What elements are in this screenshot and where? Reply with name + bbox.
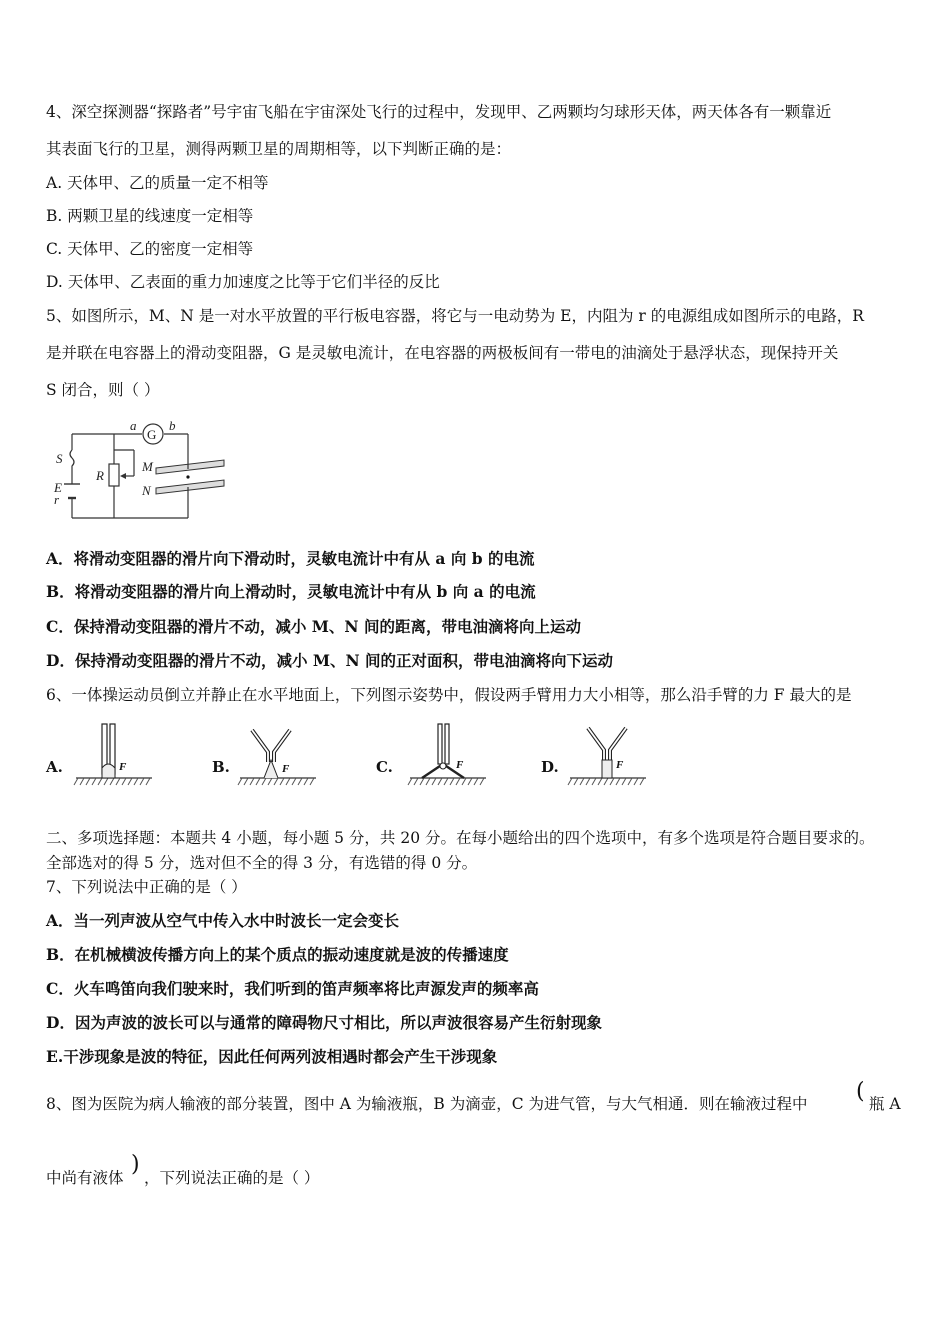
- q6-figure-b: [238, 722, 318, 788]
- q6-figure-d: [568, 722, 648, 788]
- q8-paren-close: ): [131, 1152, 140, 1177]
- label-r-resistor: R: [96, 468, 104, 483]
- q5-stem-line2: 是并联在电容器上的滑动变阻器，G 是灵敏电流计，在电容器的两极板间有一带电的油滴处于悬浮状态，现保持开关: [46, 344, 839, 362]
- q4-stem-line1: 4、深空探测器“探路者”号宇宙飞船在宇宙深处飞行的过程中，发现甲、乙两颗均匀球形天体，两天体各有一颗靠近: [46, 103, 832, 121]
- q6-choice-c-label: C.: [376, 758, 393, 776]
- svg-text:F: F: [456, 759, 464, 771]
- q7-option-b: B．在机械横波传播方向上的某个质点的振动速度就是波的传播速度: [46, 945, 509, 964]
- q5-circuit-figure: [46, 414, 226, 524]
- galvanometer-symbol: [143, 424, 163, 444]
- q7-stem: 7、下列说法中正确的是（ ）: [46, 878, 247, 896]
- q7-option-c: C．火车鸣笛向我们驶来时，我们听到的笛声频率将比声源发声的频率高: [46, 979, 539, 998]
- svg-text:F: F: [616, 759, 624, 771]
- q7-option-d: D．因为声波的波长可以与通常的障碍物尺寸相比，所以声波很容易产生衍射现象: [46, 1013, 602, 1032]
- label-s: S: [56, 451, 63, 466]
- capacitor-plate-m: [156, 460, 224, 474]
- oil-droplet: [186, 475, 189, 478]
- label-n: N: [142, 483, 151, 498]
- q4-option-a: A. 天体甲、乙的质量一定不相等: [46, 174, 269, 192]
- q4-option-b: B. 两颗卫星的线速度一定相等: [46, 207, 254, 225]
- q8-stem-line1-end: 瓶 A: [869, 1095, 901, 1113]
- q5-option-a: A．将滑动变阻器的滑片向下滑动时，灵敏电流计中有从 a 向 b 的电流: [46, 549, 535, 568]
- q5-option-c: C．保持滑动变阻器的滑片不动，减小 M、N 间的距离，带电油滴将向上运动: [46, 617, 581, 636]
- q5-stem-line3: S 闭合，则（ ）: [46, 381, 160, 399]
- q6-figure-a: [74, 722, 154, 788]
- q7-option-e: E.干涉现象是波的特征，因此任何两列波相遇时都会产生干涉现象: [46, 1047, 498, 1066]
- q6-figure-c: [408, 722, 488, 788]
- q6-stem: 6、一体操运动员倒立并静止在水平地面上，下列图示姿势中，假设两手臂用力大小相等，那么沿手臂的力 F 最大的是: [46, 686, 852, 704]
- label-a: a: [130, 418, 137, 433]
- q4-option-c: C. 天体甲、乙的密度一定相等: [46, 240, 254, 258]
- battery-symbol: [64, 484, 80, 498]
- q8-stem-line1: 8、图为医院为病人输液的部分装置，图中 A 为输液瓶，B 为滴壶，C 为进气管，与大气相通．则在输液过程中: [46, 1095, 808, 1113]
- q8-stem-line2: 中尚有液体: [46, 1169, 124, 1187]
- q5-option-d: D．保持滑动变阻器的滑片不动，减小 M、N 间的正对面积，带电油滴将向下运动: [46, 651, 614, 670]
- q6-choice-b-label: B.: [212, 758, 230, 776]
- label-b: b: [169, 418, 176, 433]
- svg-text:F: F: [282, 763, 290, 775]
- q8-stem-line2-end: ，下列说法正确的是（ ）: [144, 1169, 320, 1187]
- capacitor-plate-n: [156, 480, 224, 494]
- rheostat-R: [109, 464, 119, 486]
- section2-line2: 全部选对的得 5 分，选对但不全的得 3 分，有选错的得 0 分。: [46, 854, 478, 872]
- label-e: E: [54, 480, 62, 495]
- q6-choice-d-label: D.: [541, 758, 559, 776]
- section2-line1: 二、多项选择题：本题共 4 小题，每小题 5 分，共 20 分。在每小题给出的四个选项中，有多个选项是符合题目要求的。: [46, 829, 875, 847]
- label-m: M: [142, 459, 153, 474]
- label-r-internal: r: [54, 492, 60, 507]
- q5-option-b: B．将滑动变阻器的滑片向上滑动时，灵敏电流计中有从 b 向 a 的电流: [46, 582, 536, 601]
- svg-text:G: G: [147, 427, 157, 442]
- q6-choice-a-label: A.: [46, 758, 63, 776]
- q4-option-d: D. 天体甲、乙表面的重力加速度之比等于它们半径的反比: [46, 273, 440, 291]
- q4-stem-line2: 其表面飞行的卫星，测得两颗卫星的周期相等，以下判断正确的是：: [46, 140, 512, 158]
- q5-stem-line1: 5、如图所示，M、N 是一对水平放置的平行板电容器，将它与一电动势为 E，内阻为 r 的电源组成如图所示的电路，R: [46, 307, 864, 325]
- q8-paren-open: (: [856, 1079, 865, 1104]
- q7-option-a: A．当一列声波从空气中传入水中时波长一定会变长: [46, 911, 400, 930]
- svg-text:F: F: [119, 761, 127, 773]
